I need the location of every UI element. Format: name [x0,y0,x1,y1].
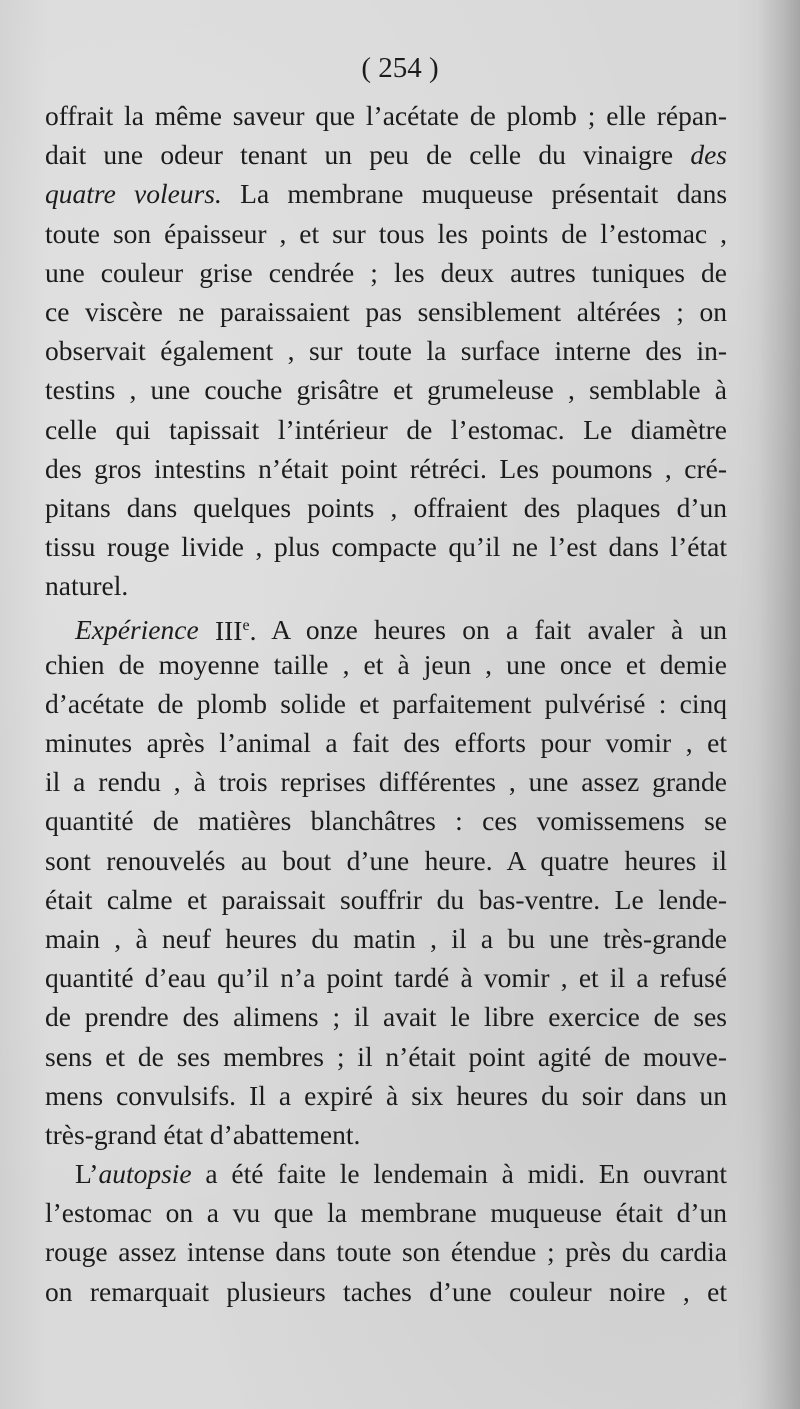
text-line: mens convulsifs. Il a expiré à six heures du soir dans un [45,1079,727,1111]
italic-word: des [690,139,727,171]
text-line: tissu rouge livide , plus compacte qu’il ne l’est dans l’état [45,531,727,563]
text-line: quantité de matières blanchâtres : ces vomissemens se [45,805,727,837]
experiment-number: IIIe. [214,614,257,646]
text-line: très-grand état d’abattement. [45,1118,361,1150]
text-line: minutes après l’animal a fait des efforts pour vomir , et [45,727,727,758]
text-line: une couleur grise cendrée ; les deux autres tuniques de [45,256,727,288]
text-line: chien de moyenne taille , et à jeun , une once et demie [45,648,727,680]
text-line: quantité d’eau qu’il n’a point tardé à vomir , et il a refusé [45,962,727,994]
text-line: il a rendu , à trois reprises différentes , une assez grande [45,766,727,798]
text-line: sens et de ses membres ; il n’était point agité de mouve- [45,1040,727,1072]
text-line: Expérience IIIe. A onze heures on a fait avaler à un [75,614,727,646]
text-line: observait également , sur toute la surface interne des in- [45,335,727,367]
page-number: ( 254 ) [361,52,439,84]
experiment-title: Expérience [75,614,199,646]
page-shadow [758,0,800,1409]
text-line: naturel. [45,570,129,602]
body-text [45,96,727,1311]
text-line: offrait la même saveur que l’acétate de plomb ; elle répan- [45,100,727,131]
text-line: quatre voleurs. La membrane muqueuse présentait dans [45,178,728,210]
text-line: on remarquait plusieurs taches d’une couleur noire , et [45,1275,727,1307]
text-line: l’estomac on a vu que la membrane muqueuse était d’un [45,1197,727,1229]
text-line: des gros intestins n’était point rétréci. Les poumons , cré- [45,452,727,484]
text-line: de prendre des alimens ; il avait le libre exercice de ses [45,1001,727,1033]
text-line: ce viscère ne paraissaient pas sensiblement altérées ; on [45,295,727,327]
text-line: main , à neuf heures du matin , il a bu une très-grande [45,922,727,954]
text-line: dait une odeur tenant un peu de celle du vinaigre des [45,139,727,171]
text-line: sont renouvelés au bout d’une heure. A quatre heures il [45,844,727,876]
text-line: rouge assez intense dans toute son étendue ; près du cardia [45,1236,727,1268]
text-line: celle qui tapissait l’intérieur de l’estomac. Le diamètre [45,413,727,445]
text-line: d’acétate de plomb solide et parfaitement pulvérisé : cinq [45,687,727,719]
text-line: testins , une couche grisâtre et grumeleuse , semblable à [45,374,727,406]
text-line: L’autopsie a été faite le lendemain à midi. En ouvrant [75,1158,728,1190]
text-line: était calme et paraissait souffrir du bas-ventre. Le lende- [45,883,727,915]
text-line: toute son épaisseur , et sur tous les points de l’estomac , [45,217,727,249]
text-line: pitans dans quelques points , offraient des plaques d’un [45,491,727,523]
italic-word: autopsie [98,1158,192,1190]
